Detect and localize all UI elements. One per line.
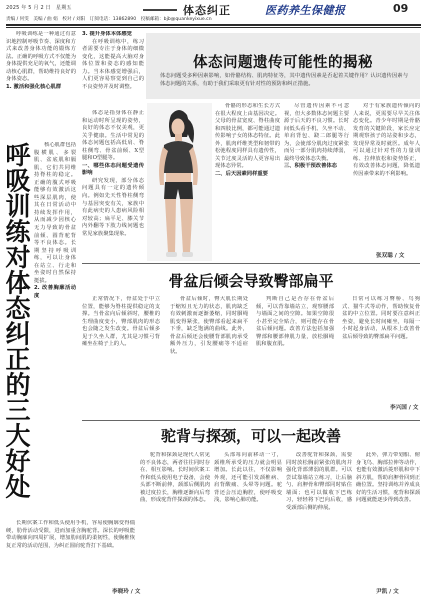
woman-figure-illustration: [147, 103, 212, 261]
pelvis-col-3-text: 判断自己是否存在骨盆后倾，可以背靠墙站立，观察腰部与墙面之间的空隙。如果空隙很小甚至完全贴合，则可能存在骨盆后倾问题。改善方法包括加强臀部和腰部伸肌力量，放松腘绳肌和腹直肌。: [256, 296, 334, 348]
genetics-subhead-3: 三、积极干预改善体态: [284, 163, 337, 170]
section-name: 体态纠正: [183, 4, 231, 17]
breathing-article-headline: 呼吸训练对体态纠正的三大好处: [2, 142, 31, 499]
genetics-headline: 体态问题遗传可能性的揭秘: [193, 54, 373, 71]
breathing-intro-text: 呼吸训练是一种通过有意识地控制呼吸节奏、深度和方式来改善身体功能的锻炼方法。正确的呼吸方式不仅能为身体提供充足的氧气，还能调动核心肌群，帮助维持良好的身体姿态。: [6, 31, 76, 83]
breathing-body-text: 核心肌群包括腹横肌、多裂肌、盆底肌和膈肌，它们共同维持脊柱的稳定。正确的腹式呼吸能够有效激活这些深层肌肉，使其在日常活动中持续发挥作用，从而减少因核心无力导致的骨盆前倾、圆背驼背等不良体态。长期坚持呼吸训练，可以让身体在站立、行走和坐姿时自然保持挺拔。: [34, 142, 76, 284]
page-header: [0, 2, 427, 17]
breathing-subhead-1: 1. 激活和强化核心肌群: [6, 83, 62, 90]
genetics-col-2-text: 骨骼的形态和生长方式在很大程度上由基因决定。父母的骨盆宽度、脊柱曲度和四肢比例，都可能通过遗传影响子女的体态特征。此外，肌肉纤维类型和韧带的松弛程度同样具有遗传性，关节过度灵活的人更容易出现体态异常。: [215, 103, 280, 170]
pelvis-col-2-text: 骨盆后倾时，臀大肌长期处于缩短且无力的状态，肌肉缺乏有效刺激而逐渐萎缩，同时腘绳肌变得紧张，使臀部看起来扁平下垂，缺乏饱满的曲线。此外，骨盆后倾还会使腰背部肌肉承受额外压力，引发腰痛等不适症状。: [170, 296, 248, 355]
genetics-col-1: [82, 110, 144, 262]
hunchback-col-3: [286, 452, 352, 586]
pelvis-col-1-text: 正常情况下，骨盆处于中立位置，能够为脊柱提供稳定的支撑。当骨盆向后倾斜时，腰椎的生理曲度变小，臀部肌肉的形态也会随之发生改变。骨盆后倾多见于久坐人群，尤其是习惯弓背瘫坐在椅子上的人。: [82, 296, 160, 348]
pelvis-col-4-text: 日常可以练习臀桥、鸟狗式、猫牛式等动作，帮助恢复骨盆的中立位置。同时要注意纠正坐姿，避免长时间瘫坐，每隔一小时起身活动，从根本上改善骨盆后倾导致的臀部扁平问题。: [342, 296, 420, 340]
genetics-col-3: [284, 103, 349, 261]
masthead-logo: 医药养生保健报: [265, 4, 346, 17]
breathing-subhead-3: 3. 提升身体本体感觉: [82, 31, 132, 37]
pelvis-col-3: [256, 296, 334, 418]
pelvis-col-1: [82, 296, 160, 418]
hunchback-col-4-text: 此外，弹力带划船、俯身飞鸟、胸部拉伸等动作，也能有效激活菱形肌和中下斜方肌，帮助肩胛骨回到正确位置。坚持训练并养成良好的生活习惯，驼背和探颈问题就能逐步得到改善。: [356, 452, 420, 504]
hunchback-col-1-text: 驼背和探颈是现代人常见的不良体态，两者往往同时存在、相互影响。长时间伏案工作和低头使用电子设备，会使头部不断前伸，颈部后侧肌肉被过度拉长，胸椎逐渐向后弯曲，形成驼背伴探颈的体态。: [140, 452, 210, 504]
genetics-col-4: [353, 103, 420, 249]
pelvis-col-4: [342, 296, 420, 400]
genetics-col-3-text: 尽管遗传因素不可忽视，但大多数体态问题主要源于后天的不良习惯。长时间低头看手机、久坐不动、单肩背包、跷二郎腿等行为，会使部分肌肉过度紧张而另一部分肌肉持续薄弱，最终导致体态失衡。: [284, 103, 349, 162]
header-rule-thin: [6, 27, 421, 28]
genetics-col-2: [215, 103, 280, 261]
breathing-article-intro: [6, 31, 76, 141]
genetics-col-1-text: 体态是指身体在静止和运动时所呈现的姿势，良好的体态不仅美观，更关乎健康。生活中常见的体态问题包括高低肩、脊柱侧弯、骨盆前倾、X型腿和O型腿等。: [82, 110, 144, 162]
genetics-feature-box: [146, 33, 420, 99]
pelvis-article-headline: 骨盆后倾会导致臀部扁平: [168, 272, 334, 290]
pelvis-col-2: [170, 296, 248, 418]
breathing-ending-text: 长期伏案工作和低头使用手机，容易使胸廓变得僵硬，肋骨活动受限，进而加重含胸驼背。深长的呼吸能带动胸廓向四周扩展，增加肋间肌的柔韧性，使胸椎恢复正常的活动范围，为纠正圆肩驼背打下基础。: [6, 520, 135, 549]
genetics-col-1b-text: 研究发现，部分体态问题具有一定的遗传倾向。例如先天性脊柱侧弯与基因突变有关，家族中有此病史的人患病风险相对较高；扁平足、膝关节内外翻等下肢力线问题也常见家族聚集现象。: [82, 177, 144, 237]
header-dash: [143, 9, 177, 11]
genetics-deck: 体态问题受多种因素影响，如骨骼结构、肌肉特征等，其中遗传因素是否起着关键作用？认识遗传因素与体态问题的关系，有助于我们采取更有针对性的预防和纠正措施。: [160, 73, 408, 87]
genetics-byline: 张双聪 / 文: [376, 253, 405, 259]
breathing-subhead-2: 2. 改善胸廓活动度: [34, 285, 76, 299]
genetics-col-4-text: 对于有家族遗传倾向的人来说，更需要尽早关注体态变化。青少年时期是骨骼发育的关键阶段，家长应定期观察孩子的站姿和步态，发现异常及时就医。成年人可以通过针对性的力量训练、拉伸放松和姿势矫正，有效改善体态问题，降低遗传因素带来的不利影响。: [353, 103, 420, 177]
article-divider-2: [82, 420, 420, 421]
hunchback-col-2: [214, 452, 282, 586]
hunchback-col-4: [356, 452, 420, 584]
genetics-subhead-1: 一、哪些体态问题受遗传影响: [82, 162, 144, 177]
breathing-col-text: 在呼吸训练中，练习者需要专注于身体的细微变化，这能提高大脑对身体位置和姿态的感知能力。当本体感觉增强后，人们更容易察觉到自己的不良姿势并及时调整。: [82, 38, 144, 90]
editor-credits: 责编 / 何雯 美编 / 曲 娟 校对 / 刘阳 订阅电话：13862890 投稿邮箱：bjb@quankeyixue.cn: [6, 17, 212, 22]
hunchback-col-3-text: 改善驼背和探颈，需要同时放松胸前紧张的肌肉并强化背部薄弱的肌群。可以尝试靠墙站立练习，让后脑勺、肩胛骨和臀部同时贴住墙面；也可以做收下巴练习，轻轻将下巴向后收，感受颈部后侧的伸展。: [286, 452, 352, 511]
breathing-article-body: [34, 142, 76, 520]
hunchback-article-headline: 驼背与探颈，可以一起改善: [160, 427, 341, 445]
woman-photo: [147, 103, 212, 261]
page-number: 09: [393, 2, 409, 15]
genetics-subhead-2: 二、后天因素同样重要: [215, 170, 268, 177]
header-rule: [6, 24, 421, 26]
breathing-article-ending: [6, 520, 135, 584]
article-divider-1: [82, 263, 420, 264]
hunchback-col-1: [140, 452, 210, 586]
breathing-byline: 李晓玲 / 文: [112, 589, 141, 595]
pelvis-byline: 李兴国 / 文: [390, 405, 419, 411]
hunchback-col-2-text: 头部每向前移动一寸，颈椎所承受的压力就会明显增加。长此以往，不仅影响外观，还可能引发颈椎病、肩背酸痛、头晕等问题。驼背还会压迫胸腔，使呼吸变浅，影响心肺功能。: [214, 452, 282, 504]
issue-date: 2025 年 5 月 2 日 星期五: [6, 5, 72, 11]
hunchback-byline: 尹凯 / 文: [376, 589, 399, 595]
